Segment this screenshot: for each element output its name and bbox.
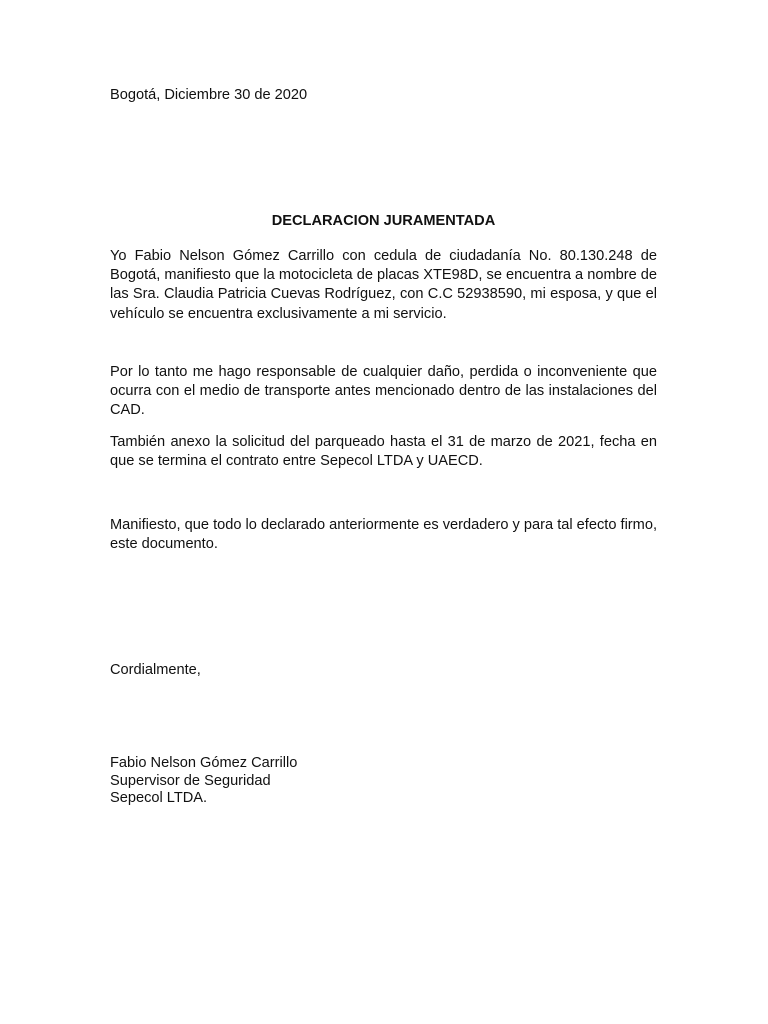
paragraph-affirmation: Manifiesto, que todo lo declarado anteriormente es verdadero y para tal efecto firmo, este documento. — [110, 517, 657, 553]
signer-company: Sepecol LTDA. — [110, 790, 208, 806]
paragraph-declaration: Yo Fabio Nelson Gómez Carrillo con cedula de ciudadanía No. 80.130.248 de Bogotá, manifiesto que la motocicleta de placas XTE98D, se encuentra a nombre de las Sra. Claudia Patricia Cuevas Rodríguez, con C.C 52938590, mi esposa, y que el vehículo se encuentra exclusivamente a mi servicio. — [110, 248, 657, 322]
paragraph-responsibility: Por lo tanto me hago responsable de cualquier daño, perdida o inconveniente que ocurra con el medio de transporte antes mencionado dentro de las instalaciones del CAD. — [110, 364, 657, 419]
signature-block — [110, 755, 657, 808]
paragraph-parking-request: También anexo la solicitud del parqueado hasta el 31 de marzo de 2021, fecha en que se termina el contrato entre Sepecol LTDA y UAECD. — [110, 434, 657, 470]
closing-line: Cordialmente, — [110, 662, 201, 678]
signer-role: Supervisor de Seguridad — [110, 772, 271, 789]
signer-name: Fabio Nelson Gómez Carrillo — [110, 755, 298, 771]
date-line: Bogotá, Diciembre 30 de 2020 — [110, 87, 308, 103]
document-title: DECLARACION JURAMENTADA — [271, 213, 496, 229]
